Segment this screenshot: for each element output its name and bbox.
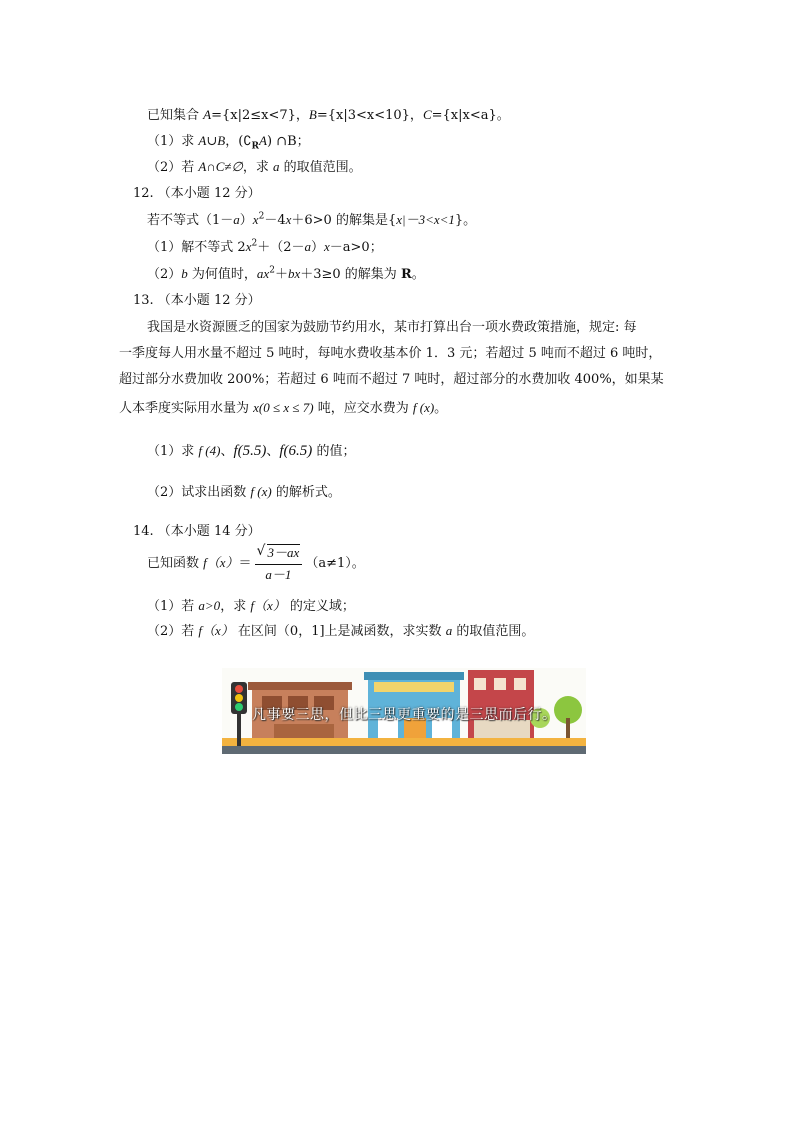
p12-question-2: （2）b 为何值时，$ax^2+bx+3\ge 0$ 的解集为 R。 xyxy=(147,265,425,282)
square-root: √ 3－ax xyxy=(257,544,301,563)
p13-question-1: （1）求 f (4)、f(5.5)、f(6.5) 的值； xyxy=(147,443,356,459)
p13-body-line-3: 超过部分水费加收 200%；若超过 6 吨而不超过 7 吨时，超过部分的水费加收 400%，如果某 xyxy=(119,372,664,387)
sidewalk xyxy=(222,738,586,746)
p11-question-2: （2）若 A∩C≠∅，求 a 的取值范围。 xyxy=(147,159,362,175)
road xyxy=(222,746,586,754)
p13-body-line-2: 一季度每人用水量不超过 5 吨时，每吨水费收基本价 1．3 元；若超过 5 吨而不超过 6 吨时， xyxy=(119,346,662,361)
p13-header: 13. （本小题 12 分） xyxy=(133,293,261,308)
p14-intro: 已知函数 f（x）＝ √ $\frac{3-ax}{a-1}$ （a≠1）。 xyxy=(147,543,365,584)
function-fraction: √ $\frac{3-ax}{a-1}$ xyxy=(255,544,303,584)
p12-intro: 若不等式$(1-a)x^2-4x+6>0$ 的解集是{x|－3<x<1}。 xyxy=(147,211,477,228)
street-banner xyxy=(222,668,586,754)
p12-header: 12. （本小题 12 分） xyxy=(133,186,261,201)
p12-question-1: （1）解不等式 $2x^2+(2-a)x-a>0$； xyxy=(147,238,383,255)
p14-question-2: （2）若 f（x） 在区间（0，1]上是减函数，求实数 a 的取值范围。 xyxy=(147,623,535,639)
p13-question-2: （2）试求出函数 f (x) 的解析式。 xyxy=(147,484,341,500)
p14-header: 14. （本小题 14 分） xyxy=(133,524,261,539)
p11-question-1: （1）求 A∪B，$(∁_RA)$ ∩B； xyxy=(147,133,310,152)
banner-caption: 凡事要三思，但比三思更重要的是三思而后行。 xyxy=(252,707,557,723)
p13-body-line-1: 我国是水资源匮乏的国家为鼓励节约用水，某市打算出台一项水费政策措施，规定: 每 xyxy=(147,320,637,335)
p14-question-1: （1）若 a>0，求 f（x） 的定义域； xyxy=(147,598,355,614)
p11-intro: 已知集合 A={x|2≤x<7}，B={x|3<x<10}，C={x|x<a}。 xyxy=(147,107,510,123)
p13-body-line-4: 人本季度实际用水量为 x(0 ≤ x ≤ 7) 吨，应交水费为 f (x)。 xyxy=(119,400,448,416)
